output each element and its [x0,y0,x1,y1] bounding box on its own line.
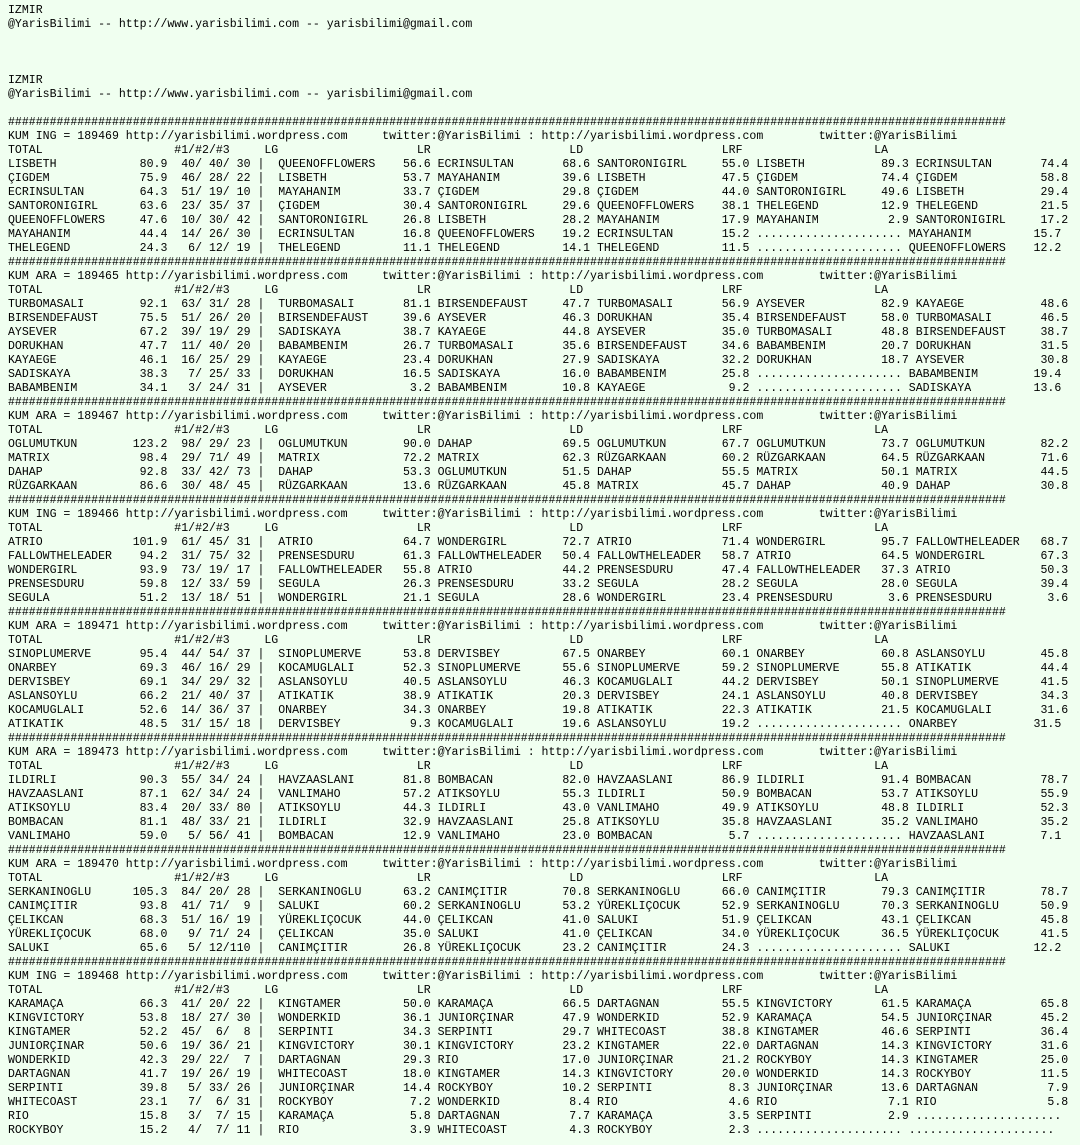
table-row: SANTORONIGIRL 63.6 23/ 35/ 37 | ÇIGDEM 30.4 SANTORONIGIRL 29.6 QUEENOFFLOWERS 38.1 THELEGEND 12.9 THELEGEND 21.5 [8,200,1069,213]
header-city: IZMIR [8,74,43,87]
header-city: IZMIR [8,4,43,17]
table-row: BIRSENDEFAUST 75.5 51/ 26/ 20 | BIRSENDEFAUST 39.6 AYSEVER 46.3 DORUKHAN 35.4 BIRSENDEFAUST 58.0 TURBOMASALI 46.5 [8,312,1069,325]
table-row: VANLIMAHO 59.0 5/ 56/ 41 | BOMBACAN 12.9 VANLIMAHO 23.0 BOMBACAN 5.7 ..................... HAVZAASLANI 7.1 [8,830,1062,843]
race-title: KUM ING = 189466 http://yarisbilimi.wordpress.com twitter:@YarisBilimi : http://yarisbilimi.wordpress.com twitter:@YarisBilimi [8,508,958,521]
table-row: SADISKAYA 38.3 7/ 25/ 33 | DORUKHAN 16.5 SADISKAYA 16.0 BABAMBENIM 25.8 ..................... BABAMBENIM 19.4 [8,368,1062,381]
header-contact: @YarisBilimi -- http://www.yarisbilimi.com -- yarisbilimi@gmail.com [8,88,473,101]
table-row: DARTAGNAN 41.7 19/ 26/ 19 | WHITECOAST 18.0 KINGTAMER 14.3 KINGVICTORY 20.0 WONDERKID 14.3 ROCKYBOY 11.5 [8,1068,1069,1081]
table-row: SERPINTI 39.8 5/ 33/ 26 | JUNIORÇINAR 14.4 ROCKYBOY 10.2 SERPINTI 8.3 JUNIORÇINAR 13.6 DARTAGNAN 7.9 [8,1082,1069,1095]
race-table-kum-ing-189466 [8,508,1080,606]
race-title: KUM ARA = 189467 http://yarisbilimi.wordpress.com twitter:@YarisBilimi : http://yarisbilimi.wordpress.com twitter:@YarisBilimi [8,410,958,423]
table-row: QUEENOFFLOWERS 47.6 10/ 30/ 42 | SANTORONIGIRL 26.8 LISBETH 28.2 MAYAHANIM 17.9 MAYAHANIM 2.9 SANTORONIGIRL 17.2 [8,214,1069,227]
race-table-kum-ing-189468 [8,970,1080,1138]
column-header: TOTAL #1/#2/#3 LG LR LD LRF LA [8,760,889,773]
table-row: ROCKYBOY 15.2 4/ 7/ 11 | RIO 3.9 WHITECOAST 4.3 ROCKYBOY 2.3 ..................... ..................... [8,1124,1055,1137]
table-row: BABAMBENIM 34.1 3/ 24/ 31 | AYSEVER 3.2 BABAMBENIM 10.8 KAYAEGE 9.2 ..................... SADISKAYA 13.6 [8,382,1062,395]
race-table-kum-ara-189467 [8,410,1080,494]
table-row: CANIMÇITIR 93.8 41/ 71/ 9 | SALUKI 60.2 SERKANINOGLU 53.2 YÜREKLIÇOCUK 52.9 SERKANINOGLU 70.3 SERKANINOGLU 50.9 [8,900,1069,913]
race-table-kum-ara-189465 [8,270,1080,396]
table-row: OGLUMUTKUN 123.2 98/ 29/ 23 | OGLUMUTKUN 90.0 DAHAP 69.5 OGLUMUTKUN 67.7 OGLUMUTKUN 73.7 OGLUMUTKUN 82.2 [8,438,1069,451]
table-row: AYSEVER 67.2 39/ 19/ 29 | SADISKAYA 38.7 KAYAEGE 44.8 AYSEVER 35.0 TURBOMASALI 48.8 BIRSENDEFAUST 38.7 [8,326,1069,339]
table-row: ATRIO 101.9 61/ 45/ 31 | ATRIO 64.7 WONDERGIRL 72.7 ATRIO 71.4 WONDERGIRL 95.7 FALLOWTHELEADER 68.7 [8,536,1069,549]
blank-line [8,46,1080,60]
column-header: TOTAL #1/#2/#3 LG LR LD LRF LA [8,424,889,437]
table-row: WONDERKID 42.3 29/ 22/ 7 | DARTAGNAN 29.3 RIO 17.0 JUNIORÇINAR 21.2 ROCKYBOY 14.3 KINGTAMER 25.0 [8,1054,1069,1067]
table-row: DAHAP 92.8 33/ 42/ 73 | DAHAP 53.3 OGLUMUTKUN 51.5 DAHAP 55.5 MATRIX 50.1 MATRIX 44.5 [8,466,1069,479]
table-row: YÜREKLIÇOCUK 68.0 9/ 71/ 24 | ÇELIKCAN 35.0 SALUKI 41.0 ÇELIKCAN 34.0 YÜREKLIÇOCUK 36.5 YÜREKLIÇOCUK 41.5 [8,928,1069,941]
separator: ################################################################################################################################################ [8,844,1006,857]
race-table-kum-ara-189471 [8,620,1080,732]
table-row: KINGTAMER 52.2 45/ 6/ 8 | SERPINTI 34.3 SERPINTI 29.7 WHITECOAST 38.8 KINGTAMER 46.6 SERPINTI 36.4 [8,1026,1069,1039]
table-row: KARAMAÇA 66.3 41/ 20/ 22 | KINGTAMER 50.0 KARAMAÇA 66.5 DARTAGNAN 55.5 KINGVICTORY 61.5 KARAMAÇA 65.8 [8,998,1069,1011]
table-row: ATIKATIK 48.5 31/ 15/ 18 | DERVISBEY 9.3 KOCAMUGLALI 19.6 ASLANSOYLU 19.2 ..................... ONARBEY 31.5 [8,718,1062,731]
race-title: KUM ING = 189469 http://yarisbilimi.wordpress.com twitter:@YarisBilimi : http://yarisbilimi.wordpress.com twitter:@YarisBilimi [8,130,958,143]
column-header: TOTAL #1/#2/#3 LG LR LD LRF LA [8,522,889,535]
table-row: ATIKSOYLU 83.4 20/ 33/ 80 | ATIKSOYLU 44.3 ILDIRLI 43.0 VANLIMAHO 49.9 ATIKSOYLU 48.8 ILDIRLI 52.3 [8,802,1069,815]
race-title: KUM ARA = 189471 http://yarisbilimi.wordpress.com twitter:@YarisBilimi : http://yarisbilimi.wordpress.com twitter:@YarisBilimi [8,620,958,633]
race-table-kum-ara-189473 [8,746,1080,844]
table-row: HAVZAASLANI 87.1 62/ 34/ 24 | VANLIMAHO 57.2 ATIKSOYLU 55.3 ILDIRLI 50.9 BOMBACAN 53.7 ATIKSOYLU 55.9 [8,788,1069,801]
table-row: TURBOMASALI 92.1 63/ 31/ 28 | TURBOMASALI 81.1 BIRSENDEFAUST 47.7 TURBOMASALI 56.9 AYSEVER 82.9 KAYAEGE 48.6 [8,298,1069,311]
table-row: ONARBEY 69.3 46/ 16/ 29 | KOCAMUGLALI 52.3 SINOPLUMERVE 55.6 SINOPLUMERVE 59.2 SINOPLUMERVE 55.8 ATIKATIK 44.4 [8,662,1069,675]
separator: ################################################################################################################################################ [8,606,1006,619]
table-row: RÜZGARKAAN 86.6 30/ 48/ 45 | RÜZGARKAAN 13.6 RÜZGARKAAN 45.8 MATRIX 45.7 DAHAP 40.9 DAHAP 30.8 [8,480,1069,493]
blank-line [8,102,1080,116]
table-row: KINGVICTORY 53.8 18/ 27/ 30 | WONDERKID 36.1 JUNIORÇINAR 47.9 WONDERKID 52.9 KARAMAÇA 54.5 JUNIORÇINAR 45.2 [8,1012,1069,1025]
race-table-kum-ara-189470 [8,858,1080,956]
blank-line [8,60,1080,74]
column-header: TOTAL #1/#2/#3 LG LR LD LRF LA [8,634,889,647]
column-header: TOTAL #1/#2/#3 LG LR LD LRF LA [8,144,889,157]
separator: ################################################################################################################################################ [8,732,1006,745]
table-row: ASLANSOYLU 66.2 21/ 40/ 37 | ATIKATIK 38.9 ATIKATIK 20.3 DERVISBEY 24.1 ASLANSOYLU 40.8 DERVISBEY 34.3 [8,690,1069,703]
table-row: RIO 15.8 3/ 7/ 15 | KARAMAÇA 5.8 DARTAGNAN 7.7 KARAMAÇA 3.5 SERPINTI 2.9 ..................... [8,1110,1062,1123]
race-title: KUM ARA = 189470 http://yarisbilimi.wordpress.com twitter:@YarisBilimi : http://yarisbilimi.wordpress.com twitter:@YarisBilimi [8,858,958,871]
table-row: JUNIORÇINAR 50.6 19/ 36/ 21 | KINGVICTORY 30.1 KINGVICTORY 23.2 KINGTAMER 22.0 DARTAGNAN 14.3 KINGVICTORY 31.6 [8,1040,1069,1053]
table-row: ÇIGDEM 75.9 46/ 28/ 22 | LISBETH 53.7 MAYAHANIM 39.6 LISBETH 47.5 ÇIGDEM 74.4 ÇIGDEM 58.8 [8,172,1069,185]
table-row: BOMBACAN 81.1 48/ 33/ 21 | ILDIRLI 32.9 HAVZAASLANI 25.8 ATIKSOYLU 35.8 HAVZAASLANI 35.2 VANLIMAHO 35.2 [8,816,1069,829]
table-row: DORUKHAN 47.7 11/ 40/ 20 | BABAMBENIM 26.7 TURBOMASALI 35.6 BIRSENDEFAUST 34.6 BABAMBENIM 20.7 DORUKHAN 31.5 [8,340,1069,353]
column-header: TOTAL #1/#2/#3 LG LR LD LRF LA [8,984,889,997]
table-row: SERKANINOGLU 105.3 84/ 20/ 28 | SERKANINOGLU 63.2 CANIMÇITIR 70.8 SERKANINOGLU 66.0 CANIMÇITIR 79.3 CANIMÇITIR 78.7 [8,886,1069,899]
table-row: SINOPLUMERVE 95.4 44/ 54/ 37 | SINOPLUMERVE 53.8 DERVISBEY 67.5 ONARBEY 60.1 ONARBEY 60.8 ASLANSOYLU 45.8 [8,648,1069,661]
race-table-kum-ing-189469 [8,130,1080,256]
separator: ################################################################################################################################################ [8,116,1006,129]
column-header: TOTAL #1/#2/#3 LG LR LD LRF LA [8,284,889,297]
table-row: KOCAMUGLALI 52.6 14/ 36/ 37 | ONARBEY 34.3 ONARBEY 19.8 ATIKATIK 22.3 ATIKATIK 21.5 KOCAMUGLALI 31.6 [8,704,1069,717]
table-row: LISBETH 80.9 40/ 40/ 30 | QUEENOFFLOWERS 56.6 ECRINSULTAN 68.6 SANTORONIGIRL 55.0 LISBETH 89.3 ECRINSULTAN 74.4 [8,158,1069,171]
table-row: SEGULA 51.2 13/ 18/ 51 | WONDERGIRL 21.1 SEGULA 28.6 WONDERGIRL 23.4 PRENSESDURU 3.6 PRENSESDURU 3.6 [8,592,1069,605]
table-row: FALLOWTHELEADER 94.2 31/ 75/ 32 | PRENSESDURU 61.3 FALLOWTHELEADER 50.4 FALLOWTHELEADER 58.7 ATRIO 64.5 WONDERGIRL 67.3 [8,550,1069,563]
table-row: DERVISBEY 69.1 34/ 29/ 32 | ASLANSOYLU 40.5 ASLANSOYLU 46.3 KOCAMUGLALI 44.2 DERVISBEY 50.1 SINOPLUMERVE 41.5 [8,676,1069,689]
table-row: ÇELIKCAN 68.3 51/ 16/ 19 | YÜREKLIÇOCUK 44.0 ÇELIKCAN 41.0 SALUKI 51.9 ÇELIKCAN 43.1 ÇELIKCAN 45.8 [8,914,1069,927]
race-title: KUM ING = 189468 http://yarisbilimi.wordpress.com twitter:@YarisBilimi : http://yarisbilimi.wordpress.com twitter:@YarisBilimi [8,970,958,983]
race-title: KUM ARA = 189465 http://yarisbilimi.wordpress.com twitter:@YarisBilimi : http://yarisbilimi.wordpress.com twitter:@YarisBilimi [8,270,958,283]
table-row: MAYAHANIM 44.4 14/ 26/ 30 | ECRINSULTAN 16.8 QUEENOFFLOWERS 19.2 ECRINSULTAN 15.2 ..................... MAYAHANIM 15.7 [8,228,1062,241]
race-title: KUM ARA = 189473 http://yarisbilimi.wordpress.com twitter:@YarisBilimi : http://yarisbilimi.wordpress.com twitter:@YarisBilimi [8,746,958,759]
table-row: WHITECOAST 23.1 7/ 6/ 31 | ROCKYBOY 7.2 WONDERKID 8.4 RIO 4.6 RIO 7.1 RIO 5.8 [8,1096,1069,1109]
table-row: ECRINSULTAN 64.3 51/ 19/ 10 | MAYAHANIM 33.7 ÇIGDEM 29.8 ÇIGDEM 44.0 SANTORONIGIRL 49.6 LISBETH 29.4 [8,186,1069,199]
column-header: TOTAL #1/#2/#3 LG LR LD LRF LA [8,872,889,885]
table-row: SALUKI 65.6 5/ 12/110 | CANIMÇITIR 26.8 YÜREKLIÇOCUK 23.2 CANIMÇITIR 24.3 ..................... SALUKI 12.2 [8,942,1062,955]
separator: ################################################################################################################################################ [8,396,1006,409]
header-contact: @YarisBilimi -- http://www.yarisbilimi.com -- yarisbilimi@gmail.com [8,18,473,31]
table-row: MATRIX 98.4 29/ 71/ 49 | MATRIX 72.2 MATRIX 62.3 RÜZGARKAAN 60.2 RÜZGARKAAN 64.5 RÜZGARKAAN 71.6 [8,452,1069,465]
table-row: THELEGEND 24.3 6/ 12/ 19 | THELEGEND 11.1 THELEGEND 14.1 THELEGEND 11.5 ..................... QUEENOFFLOWERS 12.2 [8,242,1062,255]
table-row: WONDERGIRL 93.9 73/ 19/ 17 | FALLOWTHELEADER 55.8 ATRIO 44.2 PRENSESDURU 47.4 FALLOWTHELEADER 37.3 ATRIO 50.3 [8,564,1069,577]
blank-line [8,32,1080,46]
table-row: KAYAEGE 46.1 16/ 25/ 29 | KAYAEGE 23.4 DORUKHAN 27.9 SADISKAYA 32.2 DORUKHAN 18.7 AYSEVER 30.8 [8,354,1069,367]
table-row: PRENSESDURU 59.8 12/ 33/ 59 | SEGULA 26.3 PRENSESDURU 33.2 SEGULA 28.2 SEGULA 28.0 SEGULA 39.4 [8,578,1069,591]
separator: ################################################################################################################################################ [8,256,1006,269]
separator: ################################################################################################################################################ [8,956,1006,969]
separator: ################################################################################################################################################ [8,494,1006,507]
table-row: ILDIRLI 90.3 55/ 34/ 24 | HAVZAASLANI 81.8 BOMBACAN 82.0 HAVZAASLANI 86.9 ILDIRLI 91.4 BOMBACAN 78.7 [8,774,1069,787]
